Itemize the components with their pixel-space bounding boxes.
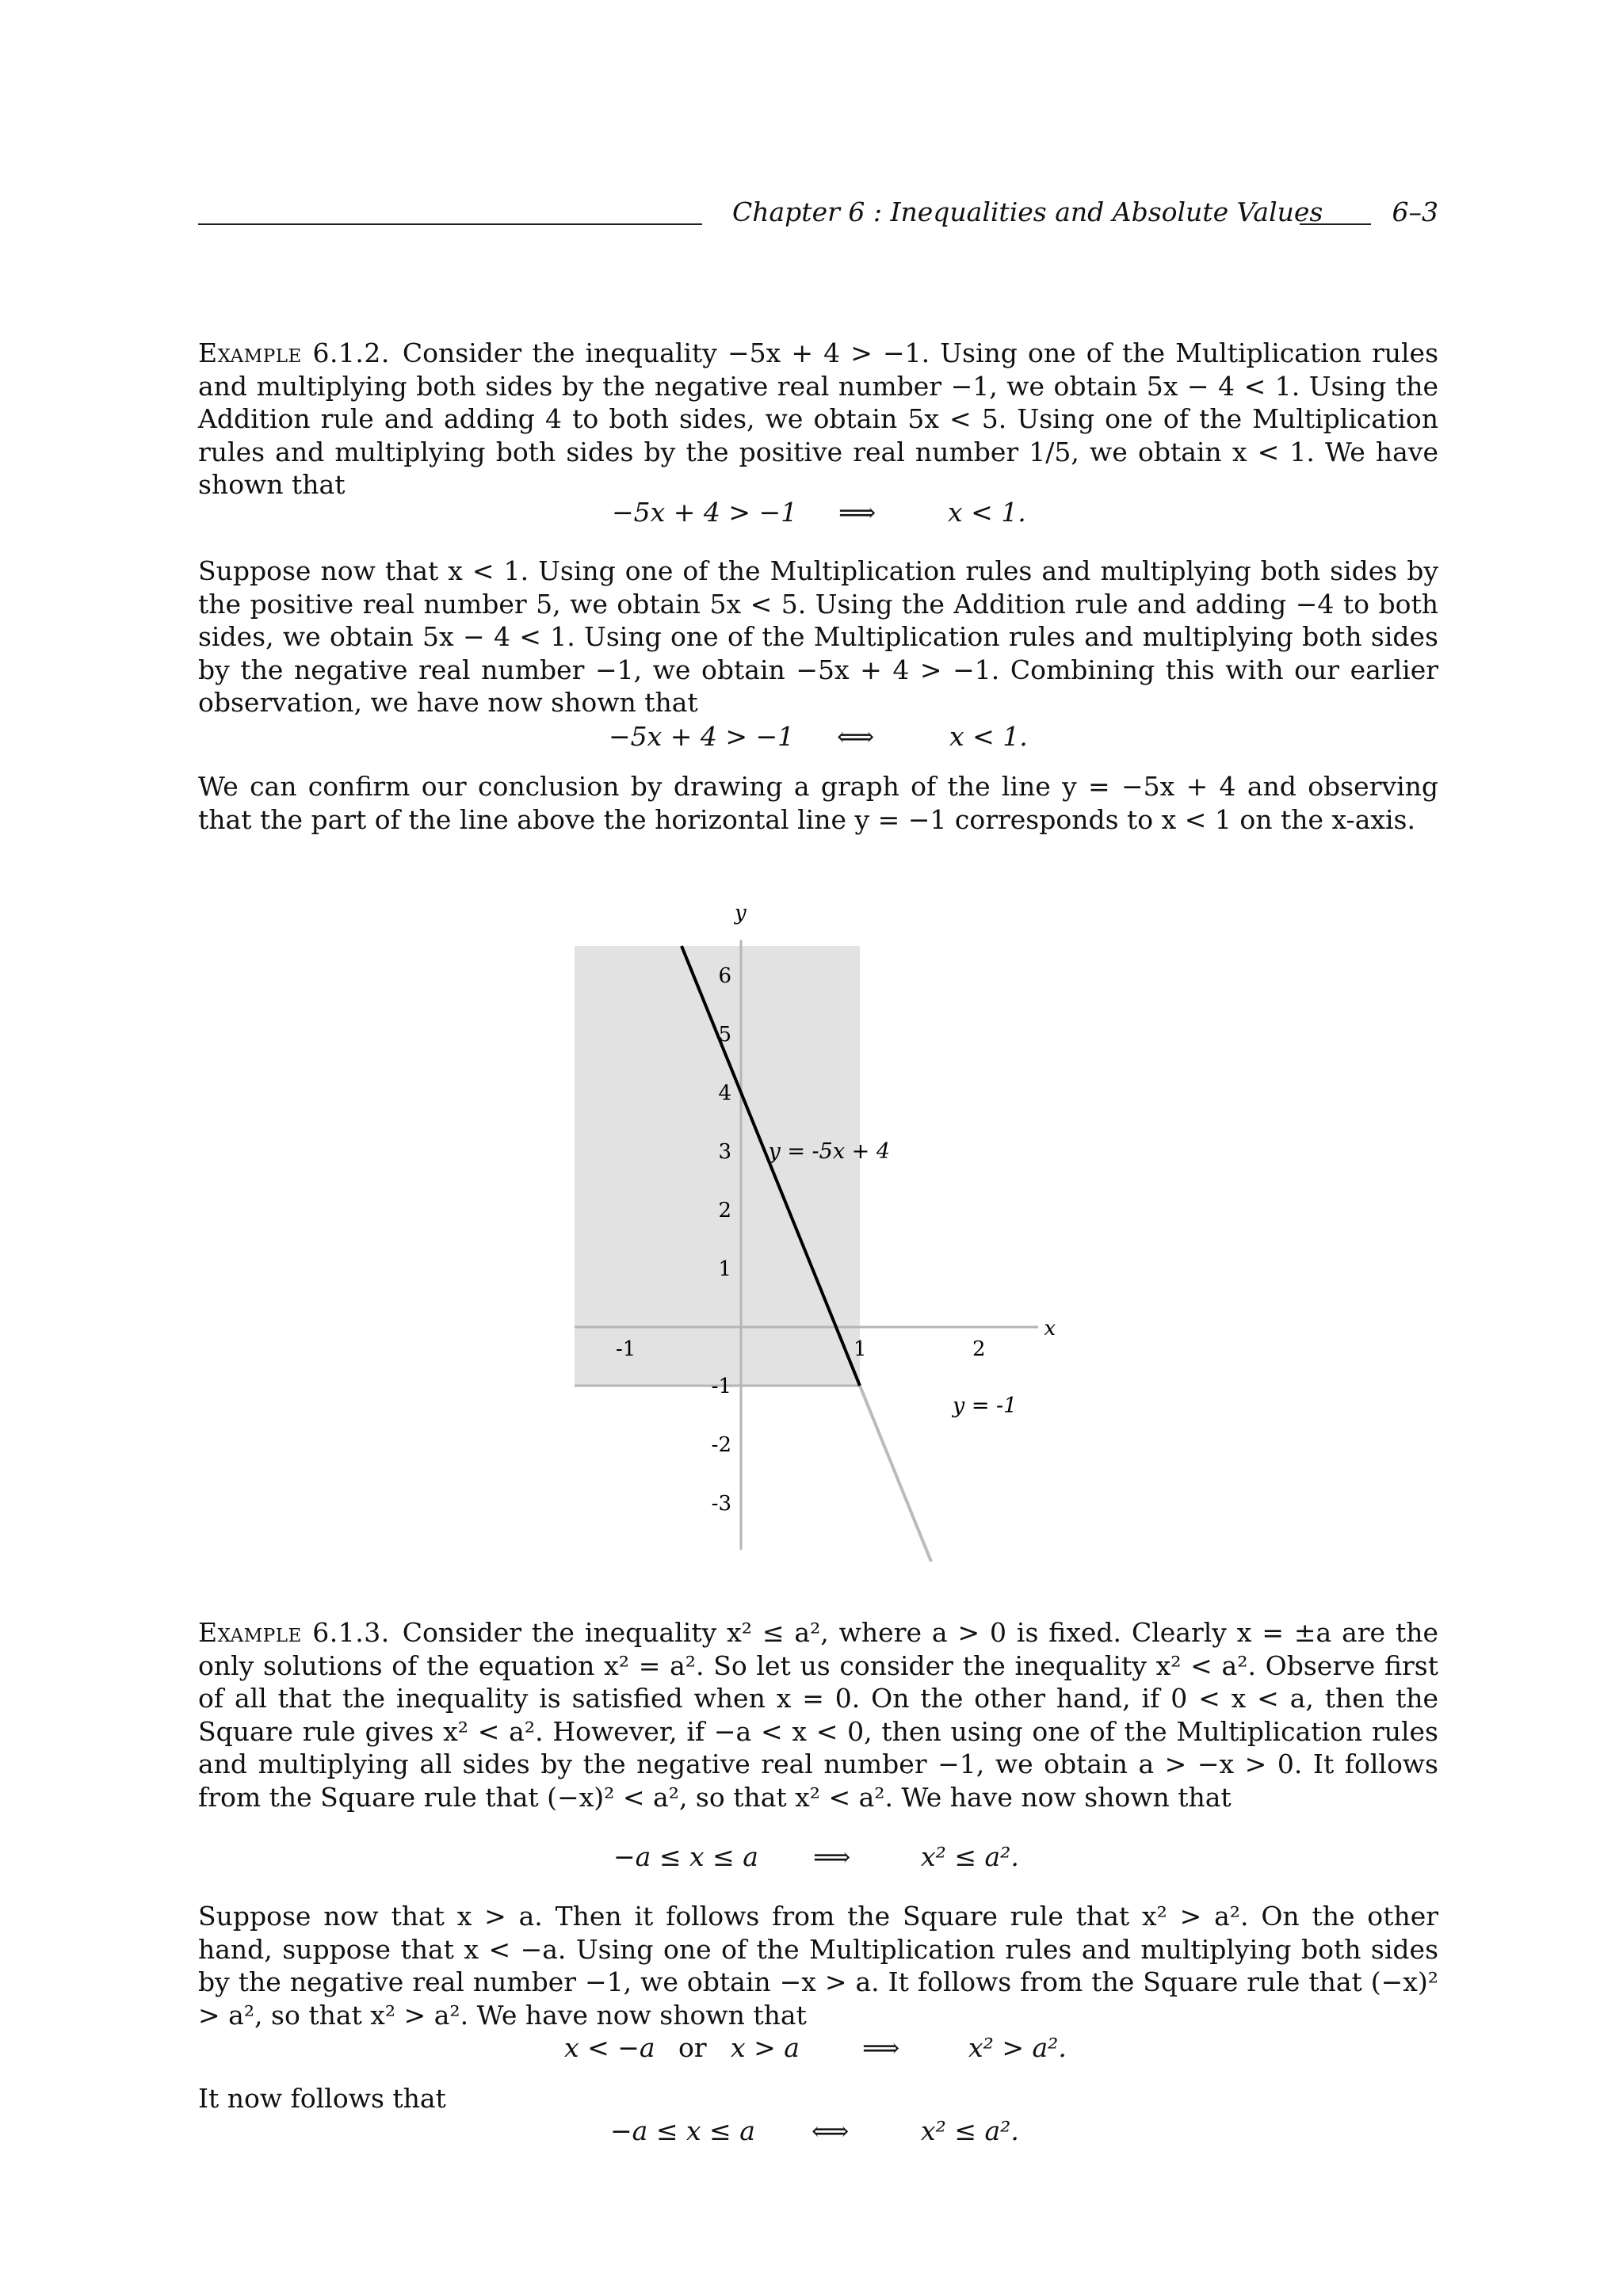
y-tick-label: 4: [718, 1081, 731, 1105]
display-equation-lhs: −a ≤ x ≤ a: [613, 1841, 758, 1872]
example-text: Consider the inequality −5x + 4 > −1. Using one of the Multiplication rules and multiplying both sides by the negative real number −1, we obtain 5x − 4 < 1. Using the Addition rule and adding 4 to both sides, we obtain 5x < 5. Using one of the Multiplication rules and multiplying both sides by the positive real number 1/5, we obtain x < 1. We have shown that: [198, 338, 1439, 500]
y-tick-label: 2: [718, 1199, 731, 1222]
display-equation-lhs: −a ≤ x ≤ a: [610, 2115, 755, 2146]
display-equation-rhs: x² ≤ a².: [921, 2115, 1019, 2146]
example-label: Example 6.1.2.: [198, 338, 390, 368]
display-equation-lhs: −5x + 4 > −1: [609, 721, 795, 752]
y-tick-label: -3: [711, 1492, 731, 1516]
y-tick-label: -1: [711, 1375, 731, 1398]
line-label: y = -5x + 4: [768, 1139, 891, 1164]
display-equation-rhs: x < 1.: [948, 497, 1026, 528]
x-axis-label: x: [1044, 1317, 1056, 1341]
example-6-1-3-paragraph: [198, 1616, 1438, 1814]
example-6-1-2-paragraph-2: Suppose now that x < 1. Using one of the Multiplication rules and multiplying both sides by the positive real number 5, we obtain 5x < 5. Using the Addition rule and adding −4 to both sides, we obtain 5x − 4 < 1. Using one of the Multiplication rules and multiplying both sides by the negative real number −1, we obtain −5x + 4 > −1. Combining this with our earlier observation, we have now shown that: [198, 555, 1438, 718]
display-equation-rhs: x² ≤ a².: [921, 1841, 1019, 1872]
y-tick-label: 5: [718, 1023, 731, 1047]
display-equation-rhs: x² > a².: [968, 2032, 1067, 2063]
example-text: Consider the inequality x² ≤ a², where a > 0 is fixed. Clearly x = ±a are the only solutions of the equation x² = a². So let us consider the inequality x² < a². Observe first of all that the inequality is satisfied when x = 0. On the other hand, if 0 < x < a, then the Square rule gives x² < a². However, if −a < x < 0, then using one of the Multiplication rules and multiplying all sides by the negative real number −1, we obtain a > −x > 0. It follows from the Square rule that (−x)² < a², so that x² < a². We have now shown that: [198, 1617, 1438, 1813]
shaded-region: [575, 946, 860, 1386]
y-tick-label: 1: [718, 1257, 731, 1281]
example-6-1-3-paragraph-2: Suppose now that x > a. Then it follows from the Square rule that x² > a². On the other hand, suppose that x < −a. Using one of the Multiplication rules and multiplying both sides by the negative real number −1, we obtain −x > a. It follows from the Square rule that (−x)² > a², so that x² > a². We have now shown that: [198, 1901, 1438, 2031]
iff-arrow: ⟺: [812, 2115, 850, 2146]
display-equation-rhs: x < 1.: [949, 721, 1028, 752]
y-tick-label: -2: [711, 1433, 731, 1457]
implies-arrow: ⟹: [838, 497, 876, 528]
iff-arrow: ⟺: [837, 721, 875, 752]
page-number: 6–3: [1392, 196, 1438, 227]
hline-label: y = -1: [953, 1394, 1018, 1418]
y-tick-label: 6: [718, 964, 731, 988]
display-equation-lhs: −5x + 4 > −1: [612, 497, 798, 528]
example-6-1-3-paragraph-3: It now follows that: [198, 2083, 446, 2114]
display-equation-lhs: x < −a: [564, 2032, 655, 2063]
y-axis-label: y: [735, 901, 747, 925]
y-tick-label: 3: [718, 1140, 731, 1164]
line-segment-faded: [860, 1386, 931, 1562]
example-6-1-2-paragraph-3: We can confirm our conclusion by drawing a graph of the line y = −5x + 4 and observing that the part of the line above the horizontal line y = −1 corresponds to x < 1 on the x-axis.: [198, 771, 1438, 835]
implies-arrow: ⟹: [813, 1841, 851, 1872]
x-tick-label: 1: [854, 1337, 867, 1361]
display-equation-mid: x > a: [731, 2032, 800, 2063]
or-word: or: [678, 2032, 707, 2063]
chapter-title: Chapter 6 : Inequalities and Absolute Values: [732, 196, 1323, 227]
implies-arrow: ⟹: [862, 2032, 900, 2063]
x-tick-label: -1: [616, 1337, 636, 1361]
x-tick-label: 2: [972, 1337, 986, 1361]
example-label: Example 6.1.3.: [198, 1617, 390, 1648]
